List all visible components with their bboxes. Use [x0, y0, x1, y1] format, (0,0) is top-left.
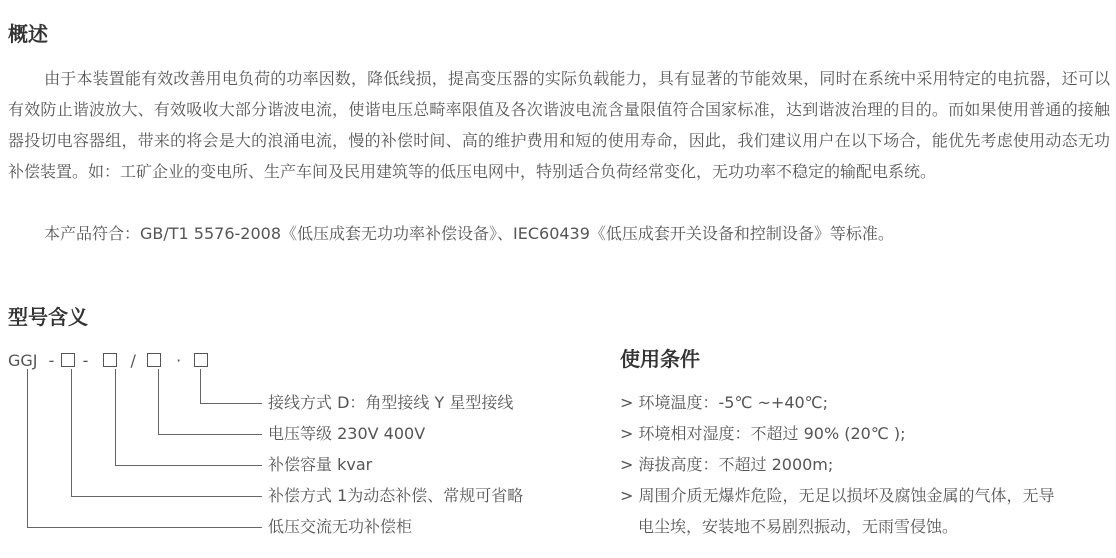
condition-item: > 周围介质无爆炸危险，无足以损坏及腐蚀金属的气体，无导	[620, 486, 1055, 505]
model-separator: ·	[176, 351, 182, 370]
overview-heading: 概述	[8, 22, 48, 46]
connector-line-3	[116, 369, 263, 466]
conditions-heading: 使用条件	[620, 347, 700, 371]
model-separator: -	[82, 351, 89, 370]
condition-item: > 海拔高度：不超过 2000m;	[620, 455, 834, 474]
condition-item: > 环境相对湿度：不超过 90% (20℃ );	[620, 424, 906, 443]
overview-paragraph-2-text: 本产品符合：GB/T1 5576-2008《低压成套无功功率补偿设备》、IEC60439《低压成套开关设备和控制设备》等标准。	[44, 224, 894, 243]
condition-item: > 环境温度：-5℃ ~+40℃;	[620, 393, 829, 412]
model-heading: 型号含义	[8, 305, 88, 329]
model-label-cabinet: 低压交流无功补偿柜	[268, 517, 413, 536]
model-separator: -	[48, 351, 55, 370]
model-label-voltage: 电压等级 230V 400V	[268, 424, 426, 443]
connector-line-4	[72, 369, 263, 497]
connector-line-2	[159, 369, 263, 435]
connector-line-5	[28, 369, 263, 528]
overview-paragraph-1-text: 由于本装置能有效改善用电负荷的功率因数，降低线损，提高变压器的实际负载能力，具有显著的节能效果，同时在系统中采用特定的电抗器，还可以有效防止谐波放大、有效吸收大部分谐波电流，使谐电压总畸率限值及各次谐波电流含量限值符合国家标准，达到谐波治理的目的。而如果使用普通的接触器投切电容器组，带来的将会是大的浪涌电流，慢的补偿时间、高的维护费用和短的使用寿命，因此，我们建议用户在以下场合，能优先考虑使用动态无功补偿装置。如：工矿企业的变电所、生产车间及民用建筑等的低压电网中，特别适合负荷经常变化，无功功率不稳定的输配电系统。	[8, 69, 1110, 181]
model-label-wiring: 接线方式 D：角型接线 Y 星型接线	[268, 393, 514, 412]
model-prefix: GGJ	[8, 351, 38, 370]
model-separator: /	[130, 351, 136, 370]
condition-item: 电尘埃，安装地不易剧烈振动，无雨雪侵蚀。	[638, 517, 959, 536]
model-label-capacity: 补偿容量 kvar	[268, 455, 373, 474]
model-label-compensation: 补偿方式 1为动态补偿、常规可省略	[268, 486, 524, 505]
connector-line-1	[201, 369, 263, 404]
